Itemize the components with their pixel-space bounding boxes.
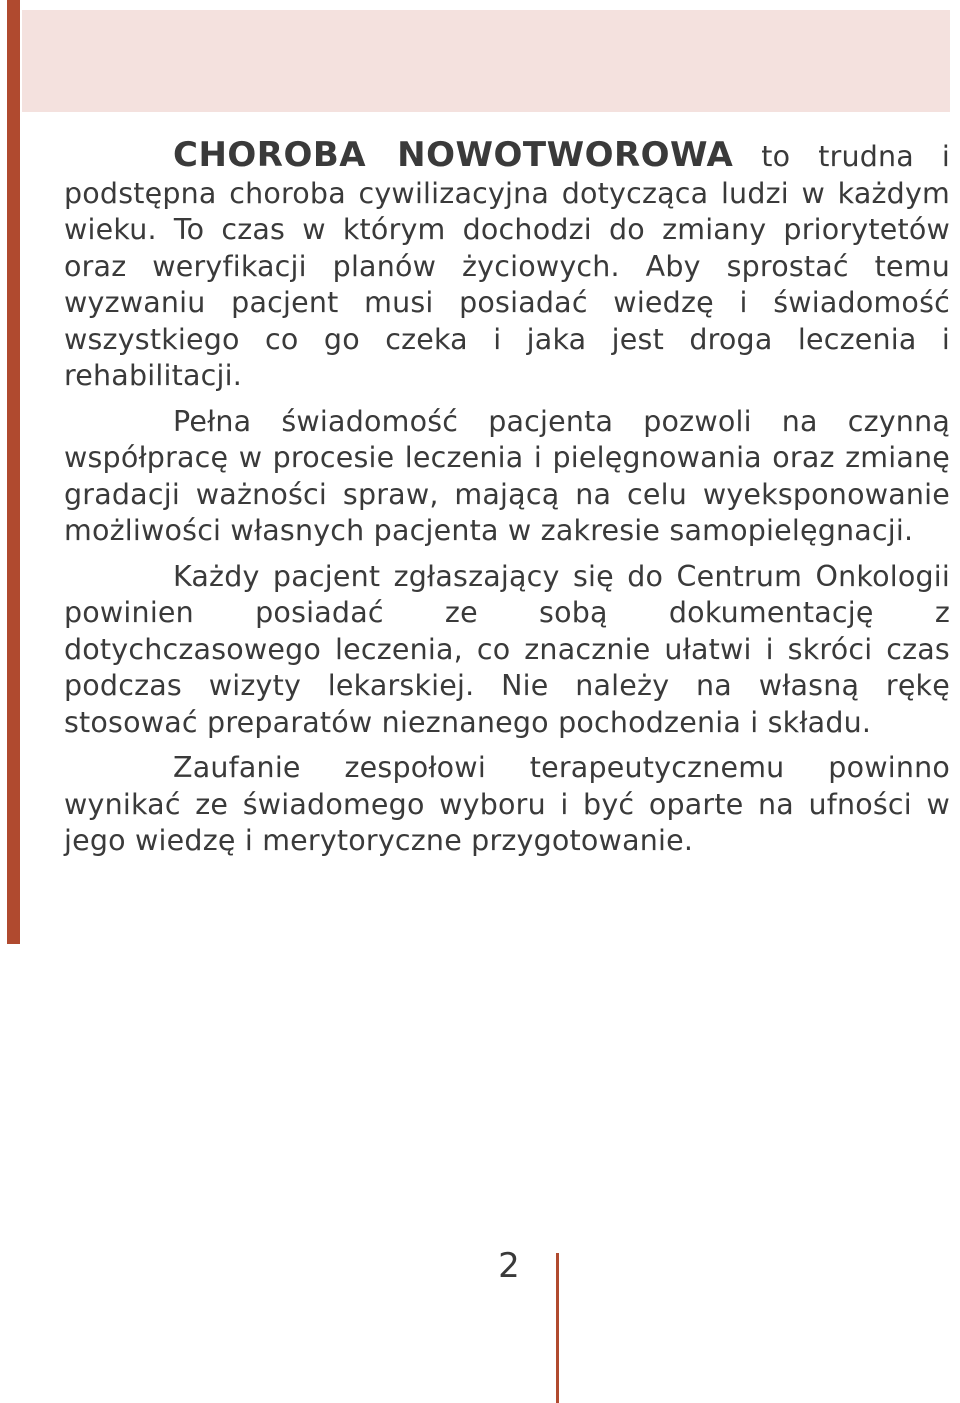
- page-number-rule: [556, 1253, 559, 1403]
- paragraph-intro-text: to trudna i podstępna choroba cywilizacyjna dotycząca ludzi w każdym wieku. To czas w którym dochodzi do zmiany priorytetów oraz weryfikacji planów życiowych. Aby sprostać temu wyzwaniu pacjent musi posiadać wiedzę i świadomość wszystkiego co go czeka i jaka jest droga leczenia i rehabilitacji.: [64, 140, 950, 392]
- paragraph-intro: [64, 137, 950, 395]
- page-number: 2: [498, 1246, 520, 1286]
- paragraph-trust: Zaufanie zespołowi terapeutycznemu powinno wynikać ze świadomego wyboru i być oparte na ufności w jego wiedzę i merytoryczne przygotowanie.: [64, 751, 950, 857]
- left-accent-bar: [7, 0, 20, 944]
- header-band: [22, 10, 950, 112]
- document-title: CHOROBA NOWOTWOROWA: [173, 135, 734, 175]
- paragraph-awareness: Pełna świadomość pacjenta pozwoli na czynną współpracę w procesie leczenia i pielęgnowania oraz zmianę gradacji ważności spraw, mającą na celu wyeksponowanie możliwości własnych pacjenta w zakresie samopielęgnacji.: [64, 404, 950, 547]
- paragraph-documentation: Każdy pacjent zgłaszający się do Centrum Onkologii powinien posiadać ze sobą dokumentację z dotychczasowego leczenia, co znacznie ułatwi i skróci czas podczas wizyty lekarskiej. Nie należy na własną rękę stosować preparatów nieznanego pochodzenia i składu.: [64, 559, 950, 739]
- document-body: [64, 137, 950, 869]
